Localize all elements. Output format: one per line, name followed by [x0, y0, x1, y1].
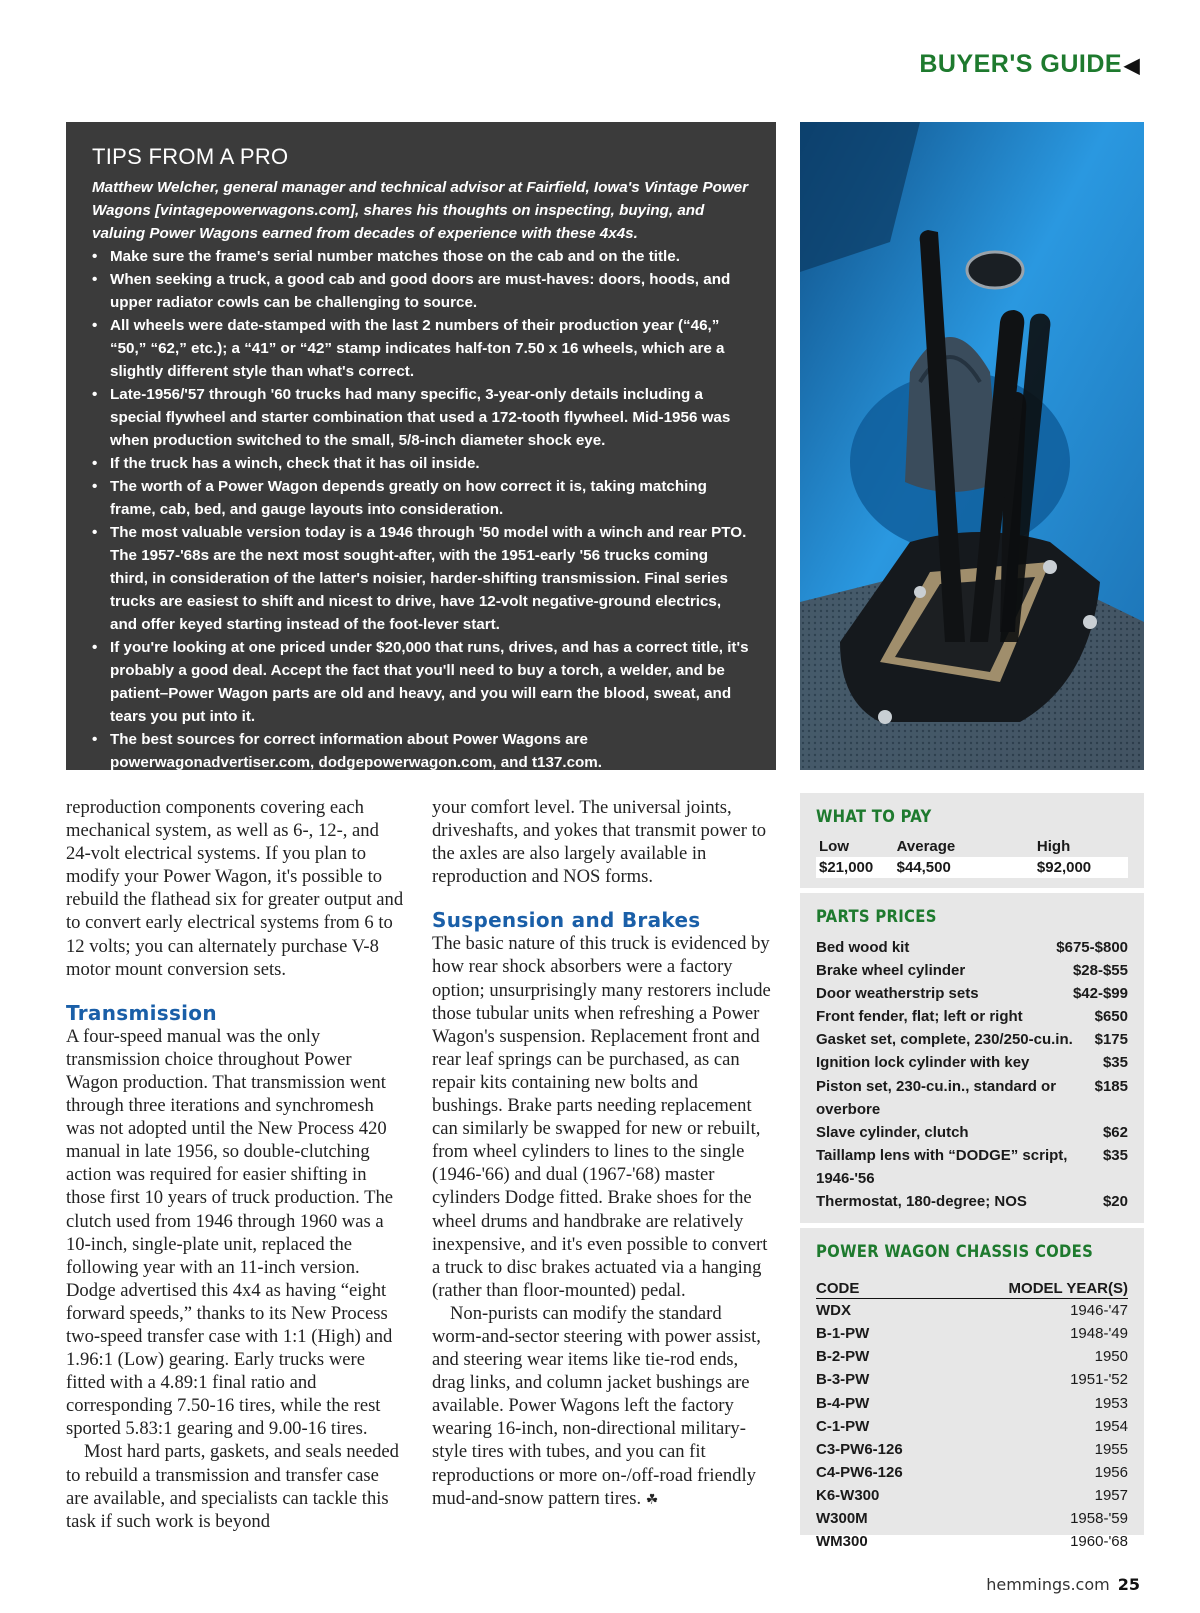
part-name: Bed wood kit	[816, 939, 910, 956]
paragraph: The basic nature of this truck is evidenced by how rear shock absorbers were a factory option; unsurprisingly many restorers include those tubular units when refreshing a Power Wagon's suspension. Replacement front and rear leaf springs can be purchased, as can repair kits containing new bolts and bushings. Brake parts needing replacement can similarly be swapped for new or rebuilt, from wheel cylinders to lines to the single (1946-'66) and dual (1967-'68) master cylinders Dodge fitted. Brake shoes for the wheel drums and handbrake are relatively inexpensive, and it's even possible to convert a truck to disc brakes actuated via a hanging (rather than floor-mounted) pedal.	[432, 933, 771, 1301]
part-row	[816, 1121, 1128, 1144]
part-price: $35	[1102, 1146, 1128, 1164]
buyers-sidebar	[800, 793, 1144, 1551]
tip-item: • Late-1956/'57 through '60 trucks had many specific, 3-year-only details including a special flywheel and starter combination that used a 172-tooth flywheel. Mid-1956 was when production switched to the small, 5/8-inch diameter shock eye.	[110, 383, 750, 452]
part-name: Door weatherstrip sets	[816, 985, 979, 1003]
part-price: $675-$800	[1056, 939, 1128, 956]
paragraph: your comfort level. The universal joints, driveshafts, and yokes that transmit power to the axles are also largely available in reproduction and NOS forms.	[432, 797, 767, 888]
model-years: 1955	[1094, 1440, 1128, 1458]
table-row	[816, 1415, 1128, 1438]
tips-intro: Matthew Welcher, general manager and technical advisor at Fairfield, Iowa's Vintage Power Wagons [vintagepowerwagons.com], shares his thoughts on inspecting, buying, and valuing Power Wagons earned from decades of experience with these 4x4s.	[92, 179, 749, 242]
pay-header-high: High	[1036, 838, 1071, 855]
what-to-pay-title: WHAT TO PAY	[816, 807, 932, 826]
shifter-illustration	[800, 122, 1144, 770]
table-row	[816, 1392, 1128, 1415]
table-row	[816, 1484, 1128, 1507]
table-row	[816, 1438, 1128, 1461]
part-row	[816, 1051, 1128, 1074]
codes-header-code: CODE	[816, 1279, 947, 1299]
pay-value-low: $21,000	[816, 857, 894, 878]
part-row	[816, 1075, 1128, 1121]
table-row	[816, 1368, 1128, 1391]
heading-suspension-brakes: Suspension and Brakes	[432, 908, 701, 933]
article-column-1	[66, 796, 406, 1533]
model-years: 1956	[1094, 1463, 1128, 1481]
chassis-code: B-2-PW	[816, 1348, 870, 1366]
page-footer	[986, 1575, 1140, 1594]
tip-item: • Make sure the frame's serial number matches those on the cab and on the title.	[110, 245, 750, 268]
part-price: $175	[1094, 1031, 1128, 1049]
model-years: 1954	[1094, 1417, 1128, 1435]
page-number: 25	[1117, 1575, 1140, 1594]
model-years: 1948-'49	[1070, 1325, 1128, 1343]
model-years: 1960-'68	[1070, 1533, 1128, 1551]
chassis-codes-table	[816, 1279, 1128, 1553]
chassis-code: C3-PW6-126	[816, 1440, 903, 1458]
shifter-photo	[800, 122, 1144, 770]
part-price: $35	[1102, 1054, 1128, 1072]
part-price: $28-$55	[1072, 962, 1128, 980]
tips-box	[66, 122, 776, 770]
heading-transmission: Transmission	[66, 1000, 217, 1025]
what-to-pay-table	[816, 836, 1128, 878]
tip-item: • The most valuable version today is a 1946 through '50 model with a winch and rear PTO. The 1957-'68s are the next most sought-after, with the 1951-early '56 trucks coming third, in consideration of the latter's noisier, harder-shifting transmission. Final series trucks are easiest to shift and nicest to drive, have 12-volt negative-ground electrics, and offer keyed starting instead of the foot-lever start.	[110, 521, 750, 636]
tip-item: • If the truck has a winch, check that it has oil inside.	[110, 452, 750, 475]
chassis-code: W300M	[816, 1509, 868, 1527]
tip-item: • All wheels were date-stamped with the last 2 numbers of their production year (“46,” “50,” “62,” etc.); a “41” or “42” stamp indicates half-ton 7.50 x 16 wheels, which are a slightly different style than what's correct.	[110, 314, 750, 383]
chassis-code: C-1-PW	[816, 1417, 870, 1435]
part-row	[816, 1028, 1128, 1051]
part-price: $42-$99	[1072, 985, 1128, 1003]
part-row	[816, 982, 1128, 1005]
part-name: Front fender, flat; left or right	[816, 1008, 1023, 1026]
paragraph: Most hard parts, gaskets, and seals needed to rebuild a transmission and transfer case are available, and specialists can tackle this task if such work is beyond	[66, 1441, 399, 1532]
table-row	[816, 1530, 1128, 1553]
end-mark-icon: ☘	[645, 1492, 659, 1508]
part-row	[816, 936, 1128, 959]
chassis-code: B-4-PW	[816, 1394, 870, 1412]
paragraph	[432, 1302, 772, 1512]
table-row	[816, 1322, 1128, 1345]
paragraph: reproduction components covering each mechanical system, as well as 6-, 12-, and 24-volt electrical systems. If you plan to modify your Power Wagon, it's possible to rebuild the flathead six for greater output and to convert early electrical systems from 6 to 12 volts; you can alternately purchase V-8 motor mount conversion sets.	[66, 797, 404, 980]
section-title: BUYER'S GUIDE	[919, 50, 1123, 78]
chassis-code: WM300	[816, 1533, 868, 1551]
part-name: Slave cylinder, clutch	[816, 1123, 969, 1141]
chassis-codes-title: POWER WAGON CHASSIS CODES	[816, 1242, 1094, 1262]
tip-item: • If you're looking at one priced under $20,000 that runs, drives, and has a correct title, it's probably a good deal. Accept the fact that you'll need to buy a torch, a welder, and be patient–Power Wagon parts are old and heavy, and you will earn the blood, sweat, and tears you put into it.	[110, 636, 750, 728]
part-name: Taillamp lens with “DODGE” script, 1946-'56	[816, 1146, 1068, 1187]
tips-list	[92, 245, 750, 774]
pay-value-average: $44,500	[894, 857, 977, 878]
model-years: 1958-'59	[1070, 1509, 1128, 1527]
tip-item: • The best sources for correct information about Power Wagons are powerwagonadvertiser.com, dodgepowerwagon.com, and t137.com.	[110, 728, 750, 774]
model-years: 1951-'52	[1070, 1371, 1128, 1389]
table-row	[816, 1345, 1128, 1368]
pay-header-average: Average	[896, 838, 956, 855]
codes-header-years: MODEL YEAR(S)	[947, 1279, 1128, 1299]
footer-site[interactable]: hemmings.com	[986, 1575, 1110, 1594]
chassis-code: C4-PW6-126	[816, 1463, 903, 1481]
paragraph-text: Non-purists can modify the standard worm-and-sector steering with power assist, and steering wear items like tie-rod ends, drag links, and column jacket bushings are available. Power Wagons left the factory wearing 16-inch, non-directional military-style tires with tubes, and you can fit reproductions or more on-/off-road friendly mud-and-snow pattern tires.	[432, 1302, 761, 1509]
part-row	[816, 959, 1128, 982]
model-years: 1957	[1094, 1486, 1128, 1504]
table-row	[816, 1461, 1128, 1484]
table-row	[816, 1299, 1128, 1323]
part-row	[816, 1005, 1128, 1028]
part-price: $650	[1094, 1008, 1128, 1026]
pay-value-high: $92,000	[977, 857, 1128, 878]
chassis-code: B-1-PW	[816, 1325, 870, 1343]
part-price: $62	[1102, 1123, 1128, 1141]
part-name: Brake wheel cylinder	[816, 962, 966, 980]
part-price: $20	[1102, 1193, 1128, 1211]
part-row	[816, 1144, 1128, 1190]
section-header	[919, 50, 1140, 79]
part-name: Piston set, 230-cu.in., standard or overbore	[816, 1077, 1057, 1118]
tips-title: TIPS FROM A PRO	[92, 144, 289, 169]
part-name: Ignition lock cylinder with key	[816, 1054, 1030, 1072]
parts-prices-title: PARTS PRICES	[816, 907, 937, 926]
table-row	[816, 1507, 1128, 1530]
parts-prices-section	[800, 893, 1144, 1223]
part-name: Gasket set, complete, 230/250-cu.in.	[816, 1031, 1073, 1049]
pay-header-low: Low	[819, 838, 849, 855]
article-column-2	[432, 796, 772, 1512]
what-to-pay-section	[800, 793, 1144, 888]
chassis-code: WDX	[816, 1302, 851, 1320]
tip-item: • When seeking a truck, a good cab and good doors are must-haves: doors, hoods, and upper radiator cowls can be challenging to source.	[110, 268, 750, 314]
chassis-code: K6-W300	[816, 1486, 880, 1504]
part-row	[816, 1190, 1128, 1213]
model-years: 1946-'47	[1070, 1302, 1128, 1320]
chassis-codes-section	[800, 1228, 1144, 1563]
chassis-code: B-3-PW	[816, 1371, 870, 1389]
model-years: 1950	[1094, 1348, 1128, 1366]
part-name: Thermostat, 180-degree; NOS	[816, 1193, 1027, 1211]
left-triangle-icon: ◀	[1124, 55, 1140, 77]
paragraph: A four-speed manual was the only transmission choice throughout Power Wagon production. That transmission went through three iterations and synchromesh was not adopted until the New Process 420 manual in late 1956, so double-clutching action was required for easier shifting in those first 10 years of truck production. The clutch used from 1946 through 1960 was a 10-inch, single-plate unit, replaced the following year with an 11-inch version. Dodge advertised this 4x4 as having “eight forward speeds,” thanks to its New Process two-speed transfer case with 1:1 (High) and 1.96:1 (Low) gearing. Early trucks were fitted with a 4.89:1 final ratio and corresponding 7.50-16 tires, while the rest sported 5.83:1 gearing and 9.00-16 tires.	[66, 1025, 394, 1440]
tip-item: • The worth of a Power Wagon depends greatly on how correct it is, taking matching frame, cab, bed, and gauge layouts into consideration.	[110, 475, 750, 521]
part-price: $185	[1094, 1077, 1128, 1095]
model-years: 1953	[1094, 1394, 1128, 1412]
